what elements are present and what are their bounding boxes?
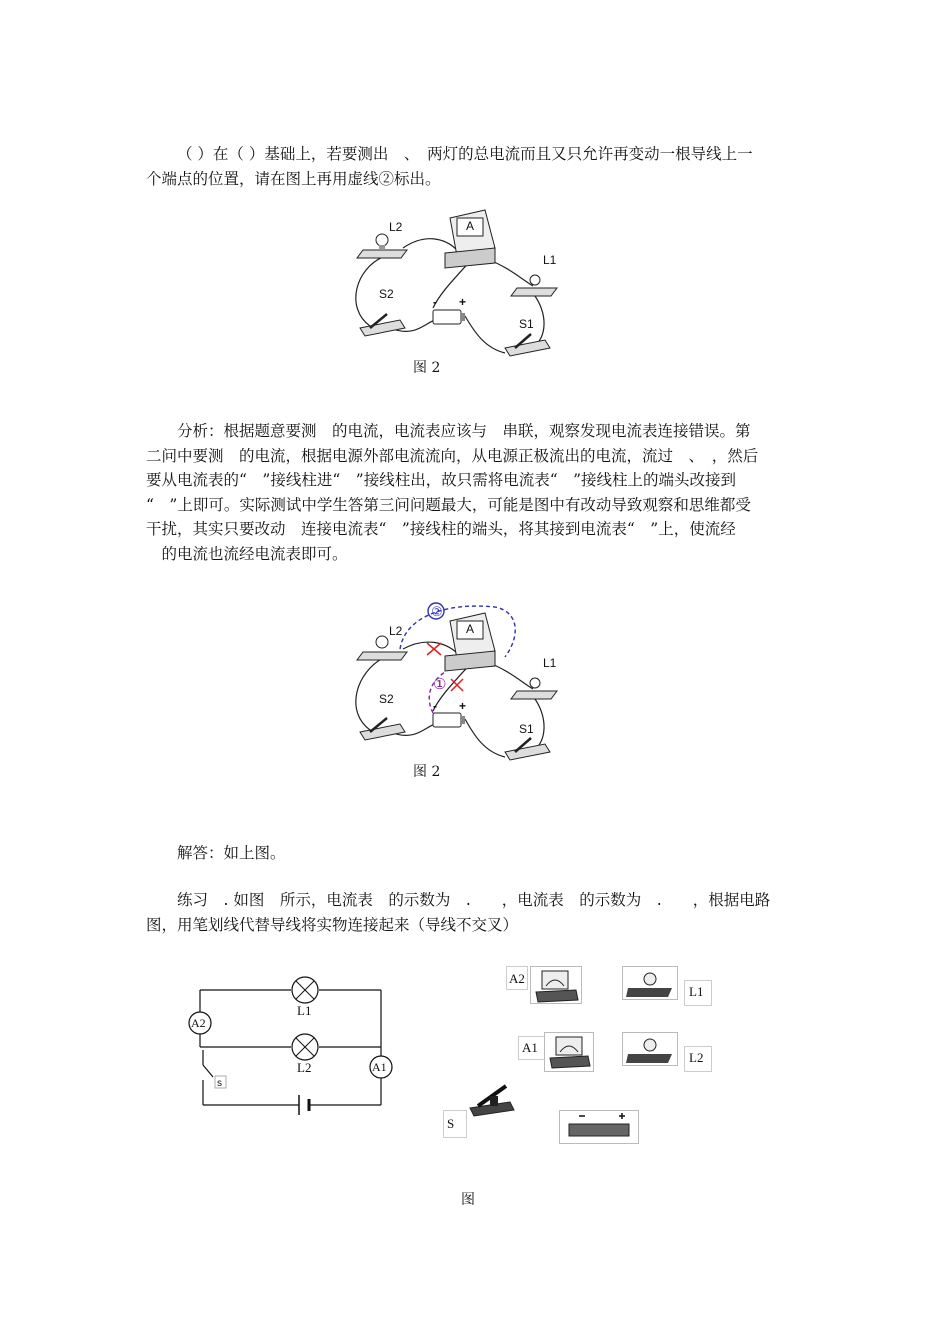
analysis-line-2: 二问中要测 的电流，根据电源外部电流流向，从电源正极流出的电流，流过 、 ，然后 [146,446,759,465]
question-paragraph [146,142,808,191]
circuit-figure-1 [345,198,555,383]
label-a2: A2 [191,1016,206,1030]
mark-1: ① [433,676,447,693]
question-line-2: 个端点的位置，请在图上再用虚线②标出。 [146,169,441,188]
cross-mark-2-icon [451,679,463,691]
battery-icon [433,713,465,727]
label-a1: A1 [372,1060,387,1074]
exercise-line-2: 图，用笔划线代替导线将实物连接起来（导线不交叉） [146,915,519,934]
label-s2: S2 [379,287,394,301]
object-l2-label: L2 [689,1050,704,1065]
figure-2-caption: 图 2 [413,764,441,780]
lamp-l2-icon [292,1034,318,1060]
object-lamp-l1-icon [622,966,678,1000]
label-plus: + [459,699,467,713]
label-s2: S2 [379,692,394,706]
object-ammeter-a2-icon [530,966,582,1004]
bulb-l2-icon [357,234,407,258]
object-a1-label: A1 [522,1040,538,1055]
battery-icon [433,310,465,324]
object-l1-label: L1 [689,984,704,999]
label-l1: L1 [543,656,557,670]
figure-1-caption: 图 2 [413,360,441,376]
object-lamp-l2-icon [622,1032,678,1066]
label-s1: S1 [519,722,534,736]
lamp-l1-icon [292,977,318,1003]
label-l1: L1 [543,253,557,267]
analysis-line-6: 的电流也流经电流表即可。 [146,544,348,563]
switch-s2-icon [360,314,405,336]
object-switch-icon [466,1080,516,1118]
analysis-line-5: 干扰，其实只要改动 连接电流表“ ”接线柱的端头，将其接到电流表“ ”上，使流经 [146,520,736,538]
bulb-l1-icon [511,275,557,296]
bulb-l1-icon [511,678,557,699]
label-s: s [217,1078,222,1089]
switch-s2-icon [360,718,405,740]
question-line-1: （ ）在（ ）基础上，若要测出 、 两灯的总电流而且又只允许再变动一根导线上一 [177,145,753,163]
object-battery-icon [559,1110,639,1144]
mark-2: ② [431,604,443,619]
label-plus: + [459,295,467,309]
label-l1: L1 [297,1003,312,1018]
circuit-figure-2 [345,597,560,787]
label-l2: L2 [389,220,403,234]
label-minus: - [433,295,437,309]
figure-3-caption: 图 [461,1192,475,1208]
analysis-line-3: 要从电流表的“ ”接线柱进“ ”接线柱出，故只需将电流表“ ”接线柱上的端头改接到 [146,471,737,489]
analysis-line-1: 分析：根据题意要测 的电流，电流表应该与 串联，观察发现电流表连接错误。第 [177,422,751,440]
label-s1: S1 [519,317,534,331]
label-l2: L2 [389,624,403,638]
switch-s1-icon [505,738,550,760]
exercise-paragraph [146,888,808,937]
label-ammeter: A [466,622,475,636]
exercise-line-1: 练习 . 如图 所示，电流表 的示数为 . ，电流表 的示数为 . ，根据电路 [177,891,771,909]
answer-text: 解答：如上图。 [177,844,286,862]
object-ammeter-a1-icon [544,1032,594,1072]
label-ammeter: A [466,219,475,233]
cross-mark-1-icon [427,643,441,655]
analysis-line-4: “ ”上即可。实际测试中学生答第三问问题最大，可能是图中有改动导致观察和思维都受 [146,495,751,514]
label-l2: L2 [297,1060,312,1075]
answer-paragraph [146,841,808,866]
analysis-paragraph [146,419,808,566]
object-a2-label: A2 [509,971,525,986]
schematic-diagram [185,970,395,1120]
label-minus: - [433,699,437,713]
switch-s1-icon [505,334,550,356]
object-s-label: S [447,1116,455,1131]
